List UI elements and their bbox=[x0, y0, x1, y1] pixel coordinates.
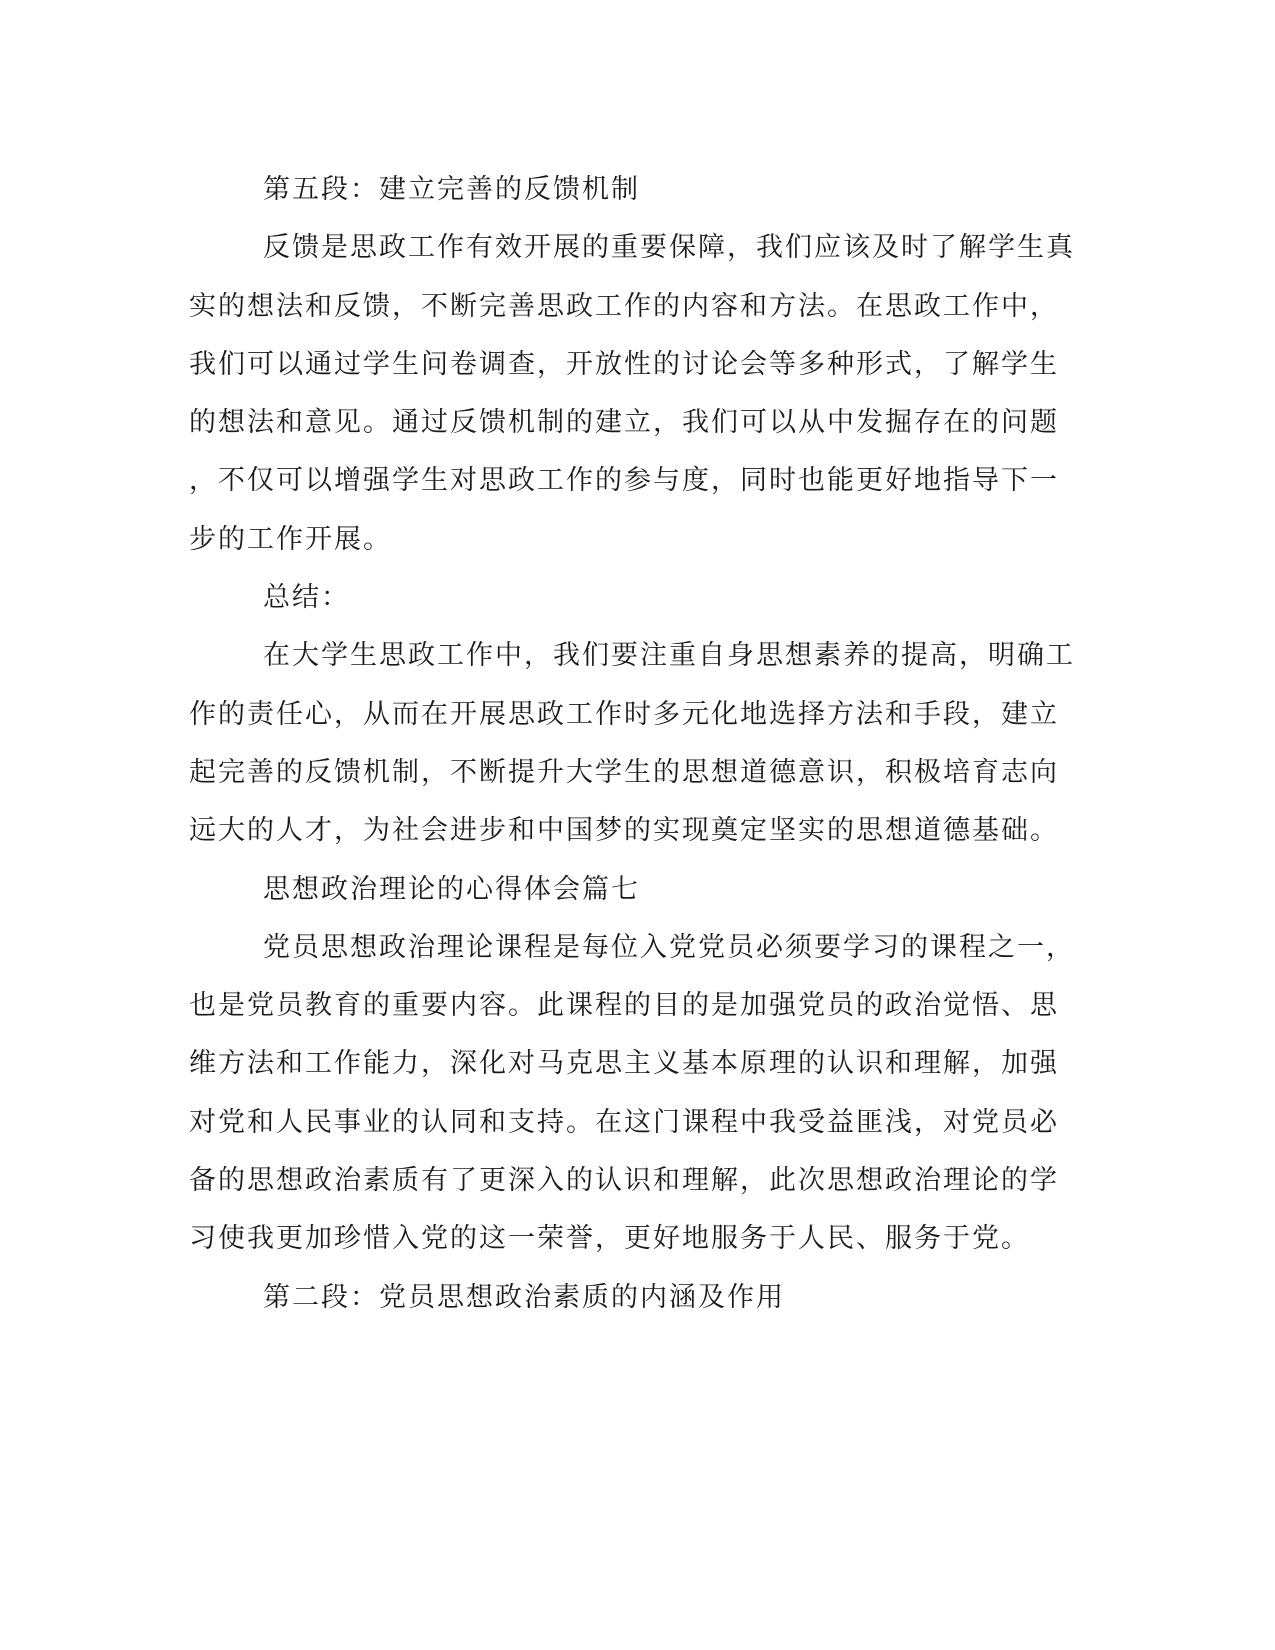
paragraph-line: 反馈是思政工作有效开展的重要保障，我们应该及时了解学生真 bbox=[263, 232, 1075, 264]
summary-heading: 总结： bbox=[263, 582, 350, 614]
paragraph-line: 的想法和意见。通过反馈机制的建立，我们可以从中发掘存在的问题 bbox=[189, 407, 1059, 439]
paragraph-line: 党员思想政治理论课程是每位入党党员必须要学习的课程之一， bbox=[263, 931, 1075, 963]
article-title: 思想政治理论的心得体会篇七 bbox=[263, 873, 640, 905]
paragraph-line: 远大的人才，为社会进步和中国梦的实现奠定坚实的思想道德基础。 bbox=[189, 815, 1059, 847]
paragraph-line: 习使我更加珍惜入党的这一荣誉，更好地服务于人民、服务于党。 bbox=[189, 1223, 1030, 1255]
paragraph-line: 对党和人民事业的认同和支持。在这门课程中我受益匪浅，对党员必 bbox=[189, 1106, 1059, 1138]
section-heading-two: 第二段：党员思想政治素质的内涵及作用 bbox=[263, 1281, 785, 1313]
paragraph-line: 在大学生思政工作中，我们要注重自身思想素养的提高，明确工 bbox=[263, 640, 1075, 672]
paragraph-line: 备的思想政治素质有了更深入的认识和理解，此次思想政治理论的学 bbox=[189, 1165, 1059, 1197]
paragraph-line: 作的责任心，从而在开展思政工作时多元化地选择方法和手段，建立 bbox=[189, 698, 1059, 730]
paragraph-line: 维方法和工作能力，深化对马克思主义基本原理的认识和理解，加强 bbox=[189, 1048, 1059, 1080]
section-heading-five: 第五段：建立完善的反馈机制 bbox=[263, 174, 640, 205]
paragraph-line: 实的想法和反馈，不断完善思政工作的内容和方法。在思政工作中， bbox=[189, 290, 1059, 322]
paragraph-line: ，不仅可以增强学生对思政工作的参与度，同时也能更好地指导下一 bbox=[189, 465, 1059, 497]
paragraph-line: 我们可以通过学生问卷调查，开放性的讨论会等多种形式，了解学生 bbox=[189, 348, 1059, 380]
document-body bbox=[189, 161, 1089, 1327]
paragraph-line: 起完善的反馈机制，不断提升大学生的思想道德意识，积极培育志向 bbox=[189, 756, 1059, 788]
paragraph-line: 也是党员教育的重要内容。此课程的目的是加强党员的政治觉悟、思 bbox=[189, 990, 1059, 1022]
paragraph-line: 步的工作开展。 bbox=[189, 523, 392, 555]
